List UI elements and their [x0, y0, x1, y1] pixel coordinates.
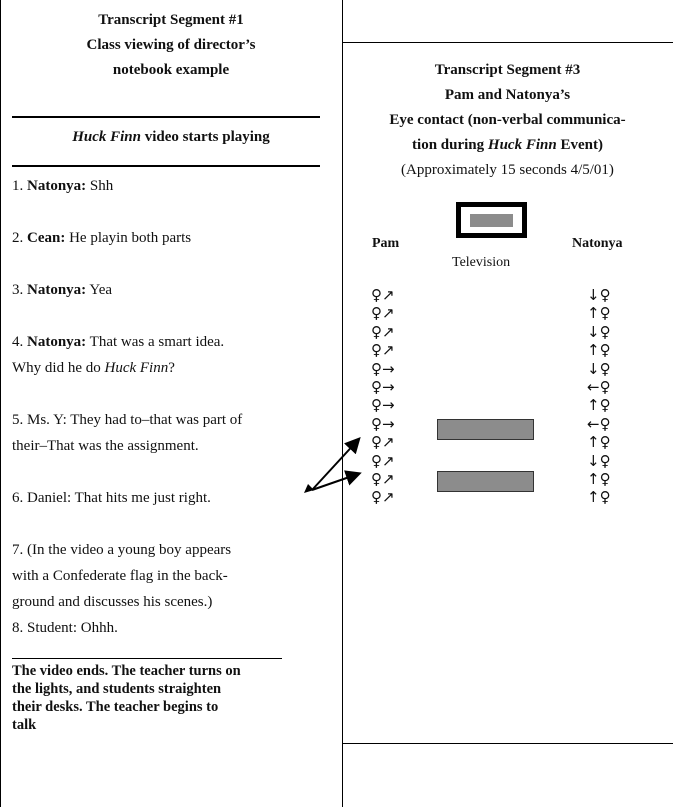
- banner-text: video starts playing: [141, 129, 270, 145]
- natonya-gaze-row: ↓♀: [587, 322, 611, 341]
- right-title-line-3: Eye contact (non-verbal communica-: [389, 112, 626, 128]
- right-title-line-1: Transcript Segment #3: [434, 62, 581, 78]
- natonya-gaze-row: ↑♀: [587, 470, 611, 488]
- transcript-line-7c: ground and discusses his scenes.): [12, 594, 213, 610]
- transcript-line-7b: with a Confederate flag in the back-: [12, 568, 228, 584]
- natonya-gaze-row: ↑♀: [587, 433, 611, 452]
- connector-arrows: [300, 420, 375, 510]
- video-start-banner: [0, 124, 342, 150]
- right-title-line-5: (Approximately 15 seconds 4/5/01): [401, 162, 614, 178]
- natonya-gaze-row: ↓♀: [587, 359, 611, 378]
- natonya-gaze-row: ←♀: [587, 378, 611, 396]
- arrow-tail-head: [304, 484, 314, 493]
- pam-gaze-row: ♀→: [371, 378, 395, 396]
- transcript-line-5-cont: their–That was the assignment.: [12, 438, 199, 454]
- left-title-line-3: notebook example: [112, 62, 230, 78]
- natonya-gaze-row: ↓♀: [587, 451, 611, 470]
- pam-gaze-row: ♀↗: [371, 304, 395, 323]
- right-title-line-4: tion during Huck Finn Event): [412, 137, 603, 153]
- right-title-line-2: Pam and Natonya’s: [444, 87, 571, 103]
- transcript-line-3: 3. Natonya: Yea: [12, 282, 113, 298]
- transcript-line-1: 1. Natonya: Shh: [12, 178, 114, 194]
- transcript-line-8: 8. Student: Ohhh.: [12, 620, 118, 636]
- natonya-gaze-row: ↓♀: [587, 286, 611, 304]
- banner-italic: Huck Finn: [72, 129, 141, 145]
- shared-gaze-bar-1: [437, 419, 534, 440]
- natonya-gaze-row: ←♀: [587, 414, 611, 433]
- right-panel-top-rule: [342, 42, 673, 43]
- left-title-line-1: Transcript Segment #1: [98, 12, 244, 28]
- left-panel-border-left: [0, 0, 1, 807]
- rule-1: [12, 116, 320, 118]
- pam-gaze-row: ♀↗: [371, 488, 395, 507]
- natonya-gaze-row: ↑♀: [587, 396, 611, 415]
- pam-gaze-row: ♀→: [371, 396, 395, 415]
- right-panel-bottom-rule: [342, 743, 673, 744]
- pam-gaze-row: ♀↗: [371, 433, 395, 452]
- pam-gaze-row: ♀↗: [371, 322, 395, 341]
- transcript-line-4: 4. Natonya: That was a smart idea.: [12, 334, 225, 350]
- right-title: [342, 58, 673, 183]
- pam-label: Pam: [372, 236, 400, 251]
- transcript-line-4-cont: Why did he do Huck Finn?: [12, 360, 175, 376]
- pam-gaze-row: ♀↗: [371, 286, 395, 304]
- television-screen: [470, 214, 513, 227]
- television-label: Television: [452, 255, 511, 270]
- pam-gaze-row: ♀↗: [371, 451, 395, 470]
- left-title-line-2: Class viewing of director’s: [86, 37, 256, 53]
- transcript-line-2: 2. Cean: He playin both parts: [12, 230, 192, 246]
- rule-3: [12, 658, 282, 659]
- natonya-gaze-row: ↑♀: [587, 488, 611, 507]
- television-icon: [456, 202, 527, 238]
- ending-note: The video ends. The teacher turns on the lights, and students straighten their desks. The teacher begins to talk: [12, 663, 241, 733]
- shared-gaze-bar-2: [437, 471, 534, 492]
- transcript-line-7a: 7. (In the video a young boy appears: [12, 542, 232, 558]
- pam-gaze-row: ♀→: [371, 414, 395, 433]
- pam-gaze-row: ♀→: [371, 359, 395, 378]
- left-title: [0, 8, 342, 83]
- pam-gaze-row: ♀↗: [371, 341, 395, 360]
- rule-2: [12, 165, 320, 167]
- natonya-gaze-row: ↑♀: [587, 341, 611, 360]
- transcript-line-5: 5. Ms. Y: They had to–that was part of: [12, 412, 243, 428]
- pam-gaze-row: ♀↗: [371, 470, 395, 488]
- natonya-gaze-row: ↑♀: [587, 304, 611, 323]
- natonya-label: Natonya: [572, 236, 623, 251]
- transcript-line-6: 6. Daniel: That hits me just right.: [12, 490, 211, 506]
